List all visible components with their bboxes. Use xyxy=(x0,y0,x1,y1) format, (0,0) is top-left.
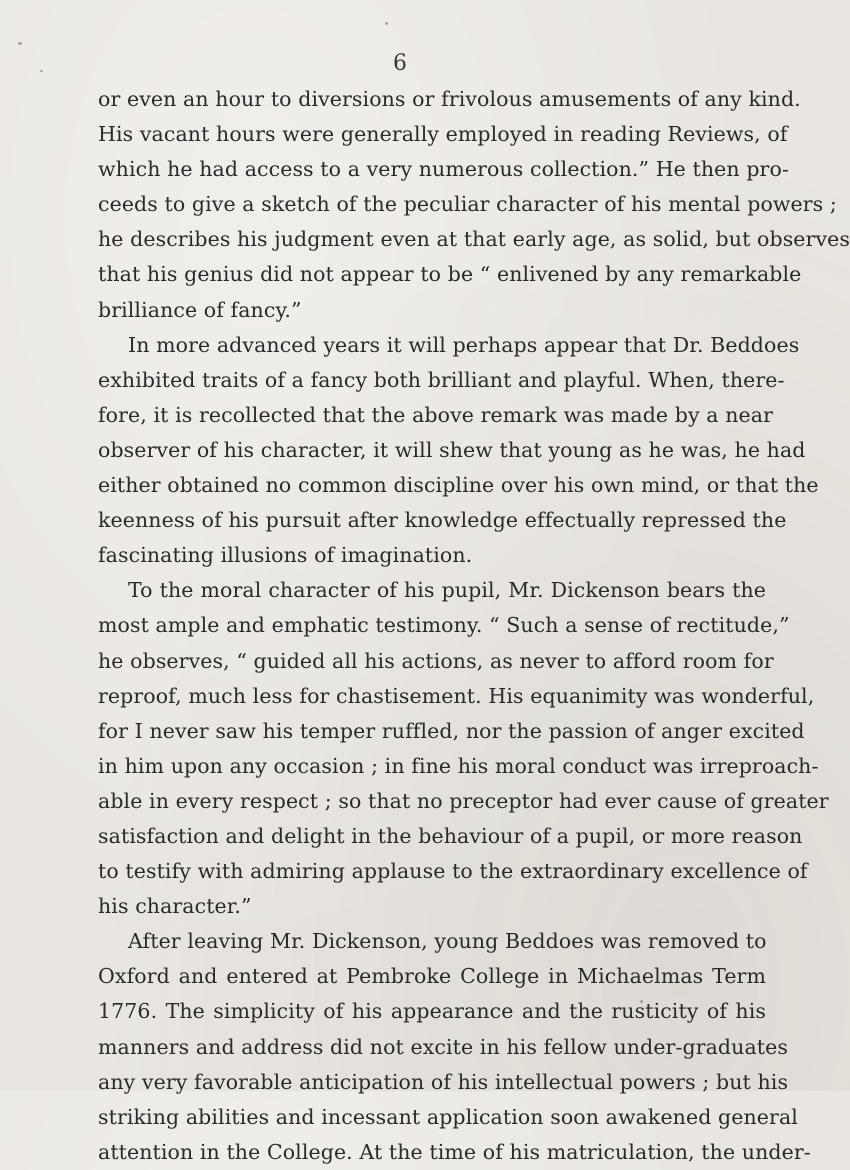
text-line: he observes, “ guided all his actions, as never to afford room for xyxy=(98,648,774,673)
text-line: brilliance of fancy.” xyxy=(98,297,302,322)
text-line: most ample and emphatic testimony. “ Such a sense of rectitude,” xyxy=(98,613,790,638)
body-text xyxy=(98,82,850,1170)
paragraph-first-line: After leaving Mr. Dickenson, young Beddoes was removed to xyxy=(128,929,767,954)
text-line: he describes his judgment even at that early age, as solid, but observes xyxy=(98,227,850,252)
text-line: fore, it is recollected that the above remark was made by a near xyxy=(98,402,773,427)
text-line: satisfaction and delight in the behaviour of a pupil, or more reason xyxy=(98,823,803,848)
text-line: any very favorable anticipation of his intellectual powers ; but his xyxy=(98,1069,789,1094)
text-line: for I never saw his temper ruffled, nor the passion of anger excited xyxy=(98,718,805,743)
paper-speck xyxy=(18,42,22,45)
text-line: 1776. The simplicity of his appearance and the rusticity of his xyxy=(98,999,766,1024)
text-line: that his genius did not appear to be “ enlivened by any remarkable xyxy=(98,262,802,287)
text-line: striking abilities and incessant application soon awakened general xyxy=(98,1104,798,1129)
text-line: Oxford and entered at Pembroke College in Michaelmas Term xyxy=(98,964,766,989)
text-line: keenness of his pursuit after knowledge effectually repressed the xyxy=(98,508,787,533)
text-line: ceeds to give a sketch of the peculiar character of his mental powers ; xyxy=(98,192,837,217)
text-line: observer of his character, it will shew that young as he was, he had xyxy=(98,437,806,462)
text-line: or even an hour to diversions or frivolous amusements of any kind. xyxy=(98,87,801,111)
text-line: either obtained no common discipline over his own mind, or that the xyxy=(98,473,819,498)
text-line: reproof, much less for chastisement. His equanimity was wonderful, xyxy=(98,683,815,708)
text-line: exhibited traits of a fancy both brilliant and playful. When, there- xyxy=(98,367,785,392)
text-line: fascinating illusions of imagination. xyxy=(98,543,473,568)
text-line: to testify with admiring applause to the extraordinary excellence of xyxy=(98,859,808,884)
text-line: which he had access to a very numerous collection.” He then pro- xyxy=(98,157,789,182)
text-line: His vacant hours were generally employed in reading Reviews, of xyxy=(98,122,788,147)
text-line: attention in the College. At the time of his matriculation, the under- xyxy=(98,1139,811,1164)
paragraph-first-line: To the moral character of his pupil, Mr. Dickenson bears the xyxy=(128,578,766,603)
text-line: manners and address did not excite in his fellow under-graduates xyxy=(98,1034,788,1059)
page-number: 6 xyxy=(393,51,407,76)
paragraph-first-line: In more advanced years it will perhaps appear that Dr. Beddoes xyxy=(128,332,800,357)
paper-speck xyxy=(385,22,388,25)
text-line: his character.” xyxy=(98,894,252,919)
text-line: in him upon any occasion ; in fine his moral conduct was irreproach- xyxy=(98,753,819,778)
text-line: able in every respect ; so that no preceptor had ever cause of greater xyxy=(98,788,829,813)
